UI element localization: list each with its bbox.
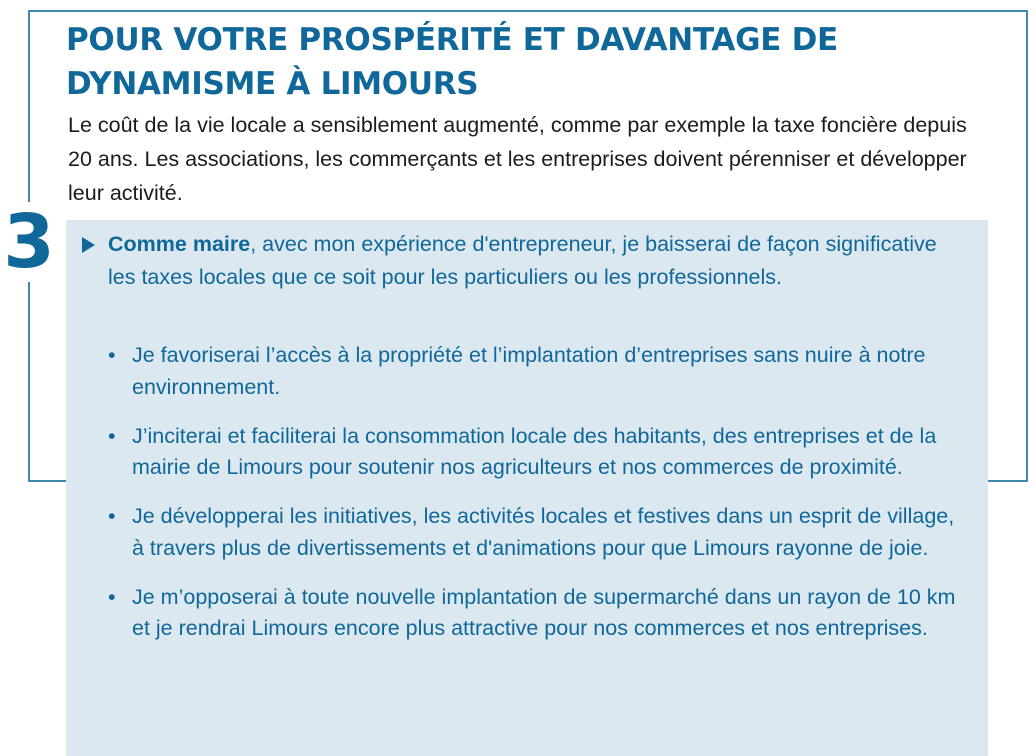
bullet-icon: • xyxy=(108,584,116,609)
bullet-icon: • xyxy=(108,423,116,448)
intro-paragraph: Le coût de la vie locale a sensiblement augmenté, comme par exemple la taxe foncière depuis 20 ans. Les associations, les commerçants et les entreprises doivent pérenniser et développer leur activité. xyxy=(68,113,967,205)
list-item-text: Je développerai les initiatives, les activités locales et festives dans un esprit de village, à travers plus de divertissements et d'animations pour que Limours rayonne de joie. xyxy=(132,504,955,560)
triangle-arrow-icon xyxy=(82,237,95,253)
list-item xyxy=(108,340,968,403)
list-item-text: Je m’opposerai à toute nouvelle implantation de supermarché dans un rayon de 10 km et je rendrai Limours encore plus attractive pour nos commerces et nos entreprises. xyxy=(132,584,956,640)
list-item-text: J’inciterai et faciliterai la consommation locale des habitants, des entreprises et de la mairie de Limours pour soutenir nos agriculteurs et nos commerces de proximité. xyxy=(132,423,937,479)
bullet-icon: • xyxy=(108,504,116,528)
main-commitment-text: , avec mon expérience d'entrepreneur, je baisserai de façon significative les taxes locales que ce soit pour les particuliers ou les professionnels. xyxy=(108,232,937,289)
list-item xyxy=(108,421,968,484)
commitments-list xyxy=(108,340,968,662)
main-commitment xyxy=(108,228,968,294)
section-number: 3 xyxy=(0,202,58,282)
section-title: POUR VOTRE PROSPÉRITÉ ET DAVANTAGE DE DYNAMISME À LIMOURS xyxy=(66,22,838,102)
list-item xyxy=(108,501,968,564)
bullet-icon: • xyxy=(108,343,116,367)
list-item-text: Je favoriserai l’accès à la propriété et l’implantation d’entreprises sans nuire à notre environnement. xyxy=(132,343,926,399)
list-item xyxy=(108,582,968,645)
commitments-panel xyxy=(66,220,988,756)
main-commitment-lead: Comme maire xyxy=(108,232,251,256)
